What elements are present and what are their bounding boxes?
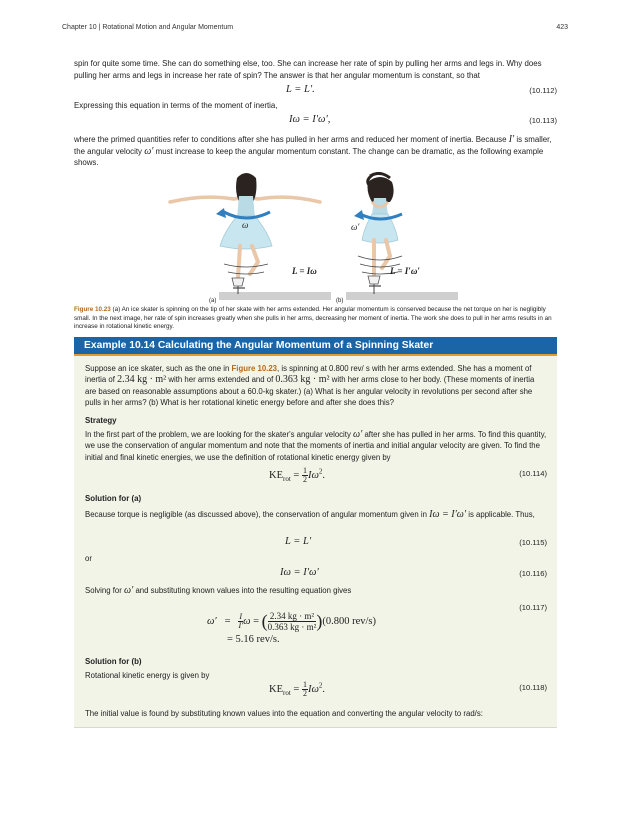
numerator-inertia: 2.34 kg · m² <box>268 611 317 622</box>
equation-solution: ω′ = $\frac{I}{I'}$ ω = ( $\frac{\text{2.34 kg · m²}}{\text{0.363 kg · m²}}$ )(0.800 rev/s) <box>207 611 377 632</box>
text-segment: with her arms extended and of <box>168 375 274 385</box>
text-segment: moment of inertia of <box>85 364 532 385</box>
initial-rate: (0.800 rev/s) <box>322 615 377 627</box>
text-segment: is smaller, the angular velocity <box>74 135 552 156</box>
text-segment: Solving for <box>85 586 122 595</box>
text-segment: with her arms close to her body. (These <box>331 375 469 385</box>
strategy-paragraph <box>85 429 547 463</box>
inertia-value-extended: 2.34 kg · m² <box>117 374 167 386</box>
text-segment: where the primed quantities refer to conditions after she has pulled in her arms and reduced her moment of inertia. Because <box>74 135 507 144</box>
text-segment: , is spinning at 0.800 rev/ s with her arms extended. She has a <box>277 364 493 373</box>
intro-paragraph: spin for quite some time. She can do something else, too. She can increase her rate of spin by pulling her arms and legs in. Why does pulling her arms and legs in increase her rate of spin? The answer is that her angular momentum is constant, so that <box>74 59 542 80</box>
inline-equation: Iω = I′ω′ <box>429 509 467 520</box>
equation-text: Iω = I′ω′ <box>280 567 319 578</box>
rotational-ke-paragraph: Rotational kinetic energy is given by <box>85 671 210 680</box>
panel-label-b: (b) <box>336 298 344 304</box>
equation-ke-rot: $KE_{rot}$ = $\frac{1}{2}$ $I\omega^2$. <box>269 466 325 484</box>
omega-label-a: ω <box>242 220 249 230</box>
text-segment: applicable. Thus, <box>476 510 535 519</box>
skater-arms-in-illustration <box>346 173 458 300</box>
omega-label-b: ω′ <box>351 222 360 232</box>
equation-10-113 <box>74 114 557 130</box>
result-text: = 5.16 rev/s. <box>227 634 280 645</box>
symbol-I-prime: I′ <box>508 134 515 145</box>
equation-number: (10.114) <box>519 469 547 478</box>
solution-a-heading: Solution for (a) <box>85 494 142 503</box>
equation-number: (10.115) <box>519 538 547 547</box>
text-segment: moments of inertia are based on reasonable assumptions about a 60.0-kg skater.) (a) What is her angular velocity in revolutions per second after she pulls in her arms? (b) What is her rotational kinetic energy before and after she does this? <box>85 375 535 408</box>
example-question <box>85 363 547 409</box>
symbol-omega-prime: ω′ <box>124 585 134 596</box>
figure-10-23 <box>74 172 557 304</box>
equation-text: L = L′ <box>285 536 312 547</box>
denominator-inertia: 0.363 kg · m² <box>267 622 317 632</box>
equation-10-118 <box>85 681 547 701</box>
example-box <box>74 337 557 728</box>
inertia-value-in: 0.363 kg · m² <box>275 374 330 386</box>
primed-paragraph <box>74 134 557 169</box>
momentum-label-b: L = I′ω′ <box>390 266 420 276</box>
equation-10-112 <box>74 84 557 100</box>
momentum-label-a: L = Iω <box>292 266 317 276</box>
strategy-heading: Strategy <box>85 416 117 425</box>
equation-ke-rot: $KE_{rot}$ = $\frac{1}{2}$ $I\omega^2$. <box>269 680 325 698</box>
text-segment: Suppose an ice skater, such as the one in <box>85 364 230 373</box>
figure-caption-text: (a) An ice skater is spinning on the tip of her skate with her arms extended. Her angular momentum is conserved because the net torque on her is negligibly small. In the next image, her rate of spin increases greatly when she pulls in her arms, decreasing her moment of inertia. The work she does to pull in her arms results in an increase in rotational kinetic energy. <box>74 306 552 331</box>
equation-number: (10.117) <box>519 603 547 612</box>
equation-number: (10.112) <box>529 86 557 95</box>
text-segment: In the first part of the problem, we are looking for the skater's angular velocity <box>85 430 351 439</box>
equation-10-117-result <box>85 634 547 654</box>
equation-number: (10.113) <box>529 116 557 125</box>
figure-caption <box>74 306 557 332</box>
expressing-paragraph: Expressing this equation in terms of the moment of inertia, <box>74 101 278 110</box>
symbol-omega-prime: ω′ <box>144 145 154 157</box>
initial-value-paragraph: The initial value is found by substituting known values into the equation and converting the angular velocity to rad/s: <box>85 709 483 718</box>
text-segment: is <box>468 510 474 519</box>
panel-label-a: (a) <box>209 298 217 304</box>
text-segment: must increase to keep the angular momentum constant. The change can be dramatic, as the following example shows. <box>74 146 544 167</box>
symbol-omega-prime: ω′ <box>353 429 363 440</box>
example-title: Example 10.14 Calculating the Angular Momentum of a Spinning Skater <box>74 337 557 354</box>
solution-b-heading: Solution for (b) <box>85 657 142 666</box>
solving-paragraph <box>85 585 547 596</box>
equation-10-116 <box>85 567 547 587</box>
figure-link[interactable]: Figure 10.23 <box>231 364 278 373</box>
figure-caption-label: Figure 10.23 <box>74 306 111 313</box>
text-segment: Because torque is negligible (as discussed above), the conservation of angular momentum given in <box>85 510 427 519</box>
equation-number: (10.118) <box>519 683 547 692</box>
chapter-title: Chapter 10 | Rotational Motion and Angular Momentum <box>62 24 234 31</box>
or-text: or <box>85 554 92 563</box>
page-number: 423 <box>556 24 568 31</box>
text-segment: after she has pulled in her arms. To find this quantity, we use the conservation of angular momentum and note that the moments of inertia and initial angular velocity are given. To find the initial and final kinetic energies, we use the definition of rotational kinetic energy given by <box>85 430 547 462</box>
text-segment: and substituting known values into the resulting equation gives <box>135 586 352 595</box>
skater-arms-extended-illustration <box>170 173 331 300</box>
equation-number: (10.116) <box>519 569 547 578</box>
equation-text: Iω = I′ω′, <box>289 114 331 125</box>
solution-a-paragraph <box>85 509 547 520</box>
example-title-rule <box>74 354 557 356</box>
equation-10-114 <box>85 467 547 487</box>
equation-text: L = L′. <box>286 84 315 95</box>
